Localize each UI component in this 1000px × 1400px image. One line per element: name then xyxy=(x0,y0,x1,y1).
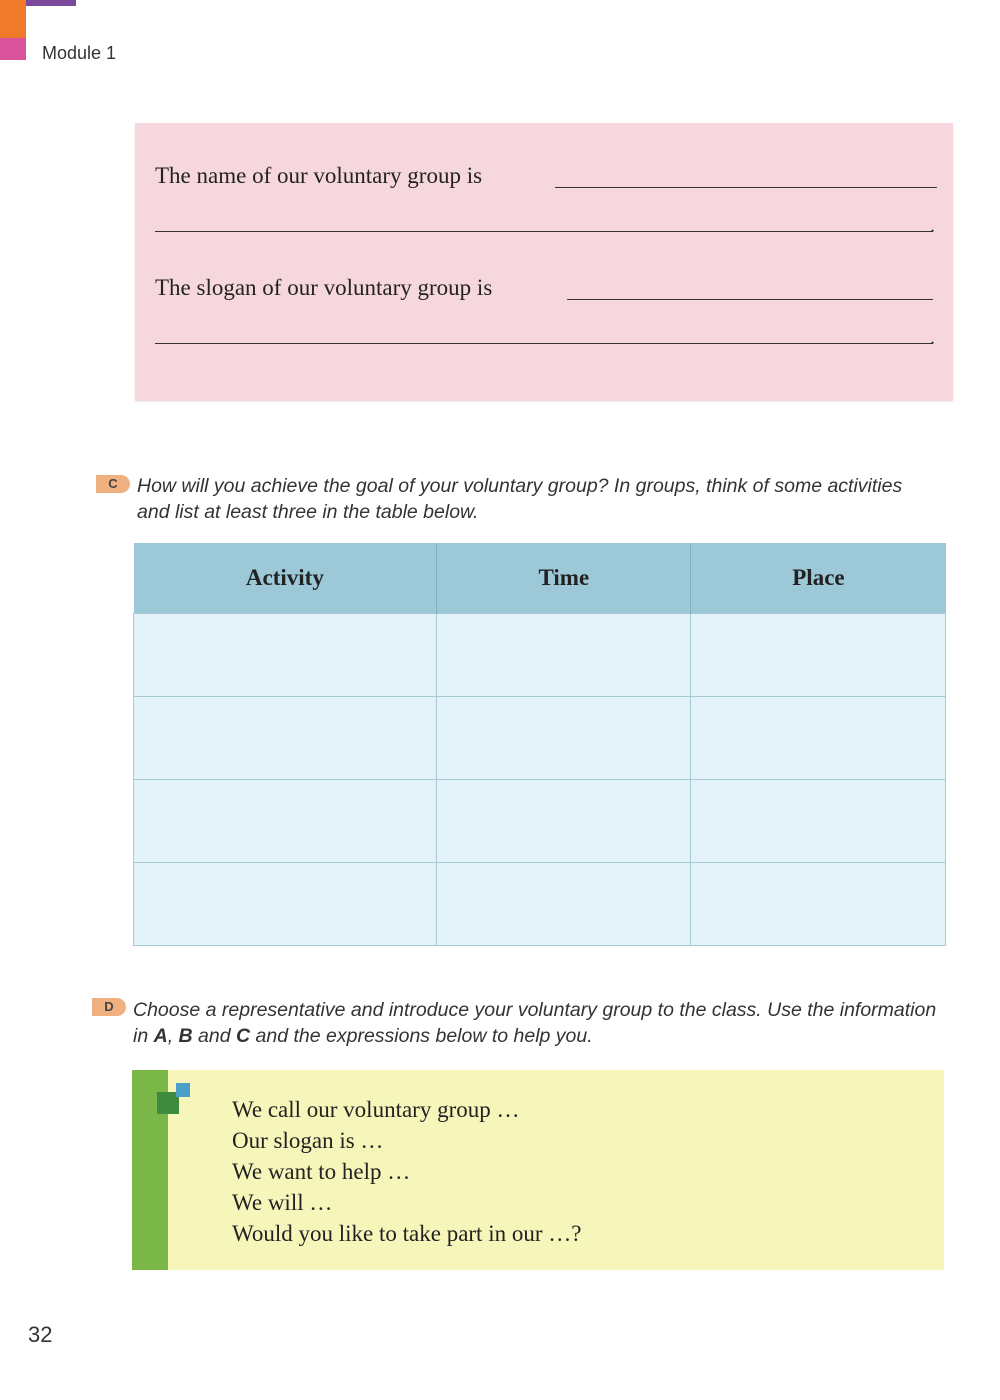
list-item: We will … xyxy=(232,1190,333,1215)
table-row xyxy=(134,697,946,780)
table-cell[interactable] xyxy=(437,614,691,697)
group-slogan-prompt: The slogan of our voluntary group is xyxy=(155,275,493,300)
line-end-period: . xyxy=(930,215,935,237)
table-header-row xyxy=(134,543,946,614)
group-info-card xyxy=(135,123,953,401)
table-cell[interactable] xyxy=(134,780,437,863)
table-cell[interactable] xyxy=(134,614,437,697)
list-item: Would you like to take part in our …? xyxy=(232,1221,582,1246)
page-number: 32 xyxy=(28,1322,53,1347)
column-header-activity: Activity xyxy=(134,543,437,614)
useful-expressions-box xyxy=(132,1070,944,1270)
table-cell[interactable] xyxy=(134,697,437,780)
table-row xyxy=(134,780,946,863)
task-badge-c: C xyxy=(96,475,130,493)
table-cell[interactable] xyxy=(691,697,946,780)
list-item: Our slogan is … xyxy=(232,1128,384,1153)
table-cell[interactable] xyxy=(437,697,691,780)
group-slogan-blank-line[interactable] xyxy=(567,299,933,300)
column-header-place: Place xyxy=(691,543,946,614)
corner-accent-purple xyxy=(26,0,76,6)
table-row xyxy=(134,614,946,697)
activity-table xyxy=(133,543,946,946)
column-header-time: Time xyxy=(437,543,691,614)
task-c-instruction: How will you achieve the goal of your voluntary group? In groups, think of some activities and list at least three in the table below. xyxy=(137,475,903,523)
list-item: We call our voluntary group … xyxy=(232,1097,520,1122)
task-d-instruction: Choose a representative and introduce your voluntary group to the class. Use the information in A, B and C and the expressions below to help you. xyxy=(133,999,937,1047)
group-name-prompt: The name of our voluntary group is xyxy=(155,163,483,188)
group-name-blank-line-2[interactable] xyxy=(155,231,933,232)
table-cell[interactable] xyxy=(691,863,946,946)
expressions-list xyxy=(232,1094,581,1249)
list-item: We want to help … xyxy=(232,1159,411,1184)
table-cell[interactable] xyxy=(437,780,691,863)
table-cell[interactable] xyxy=(691,614,946,697)
line-end-period: . xyxy=(930,327,935,349)
table-cell[interactable] xyxy=(437,863,691,946)
table-cell[interactable] xyxy=(134,863,437,946)
table-row xyxy=(134,863,946,946)
corner-accent-pink xyxy=(0,38,26,60)
table-cell[interactable] xyxy=(691,780,946,863)
module-label: Module 1 xyxy=(42,43,117,63)
group-slogan-blank-line-2[interactable] xyxy=(155,343,933,344)
decorative-square-icon xyxy=(176,1083,190,1097)
task-badge-d: D xyxy=(92,998,126,1016)
group-name-blank-line[interactable] xyxy=(555,187,937,188)
